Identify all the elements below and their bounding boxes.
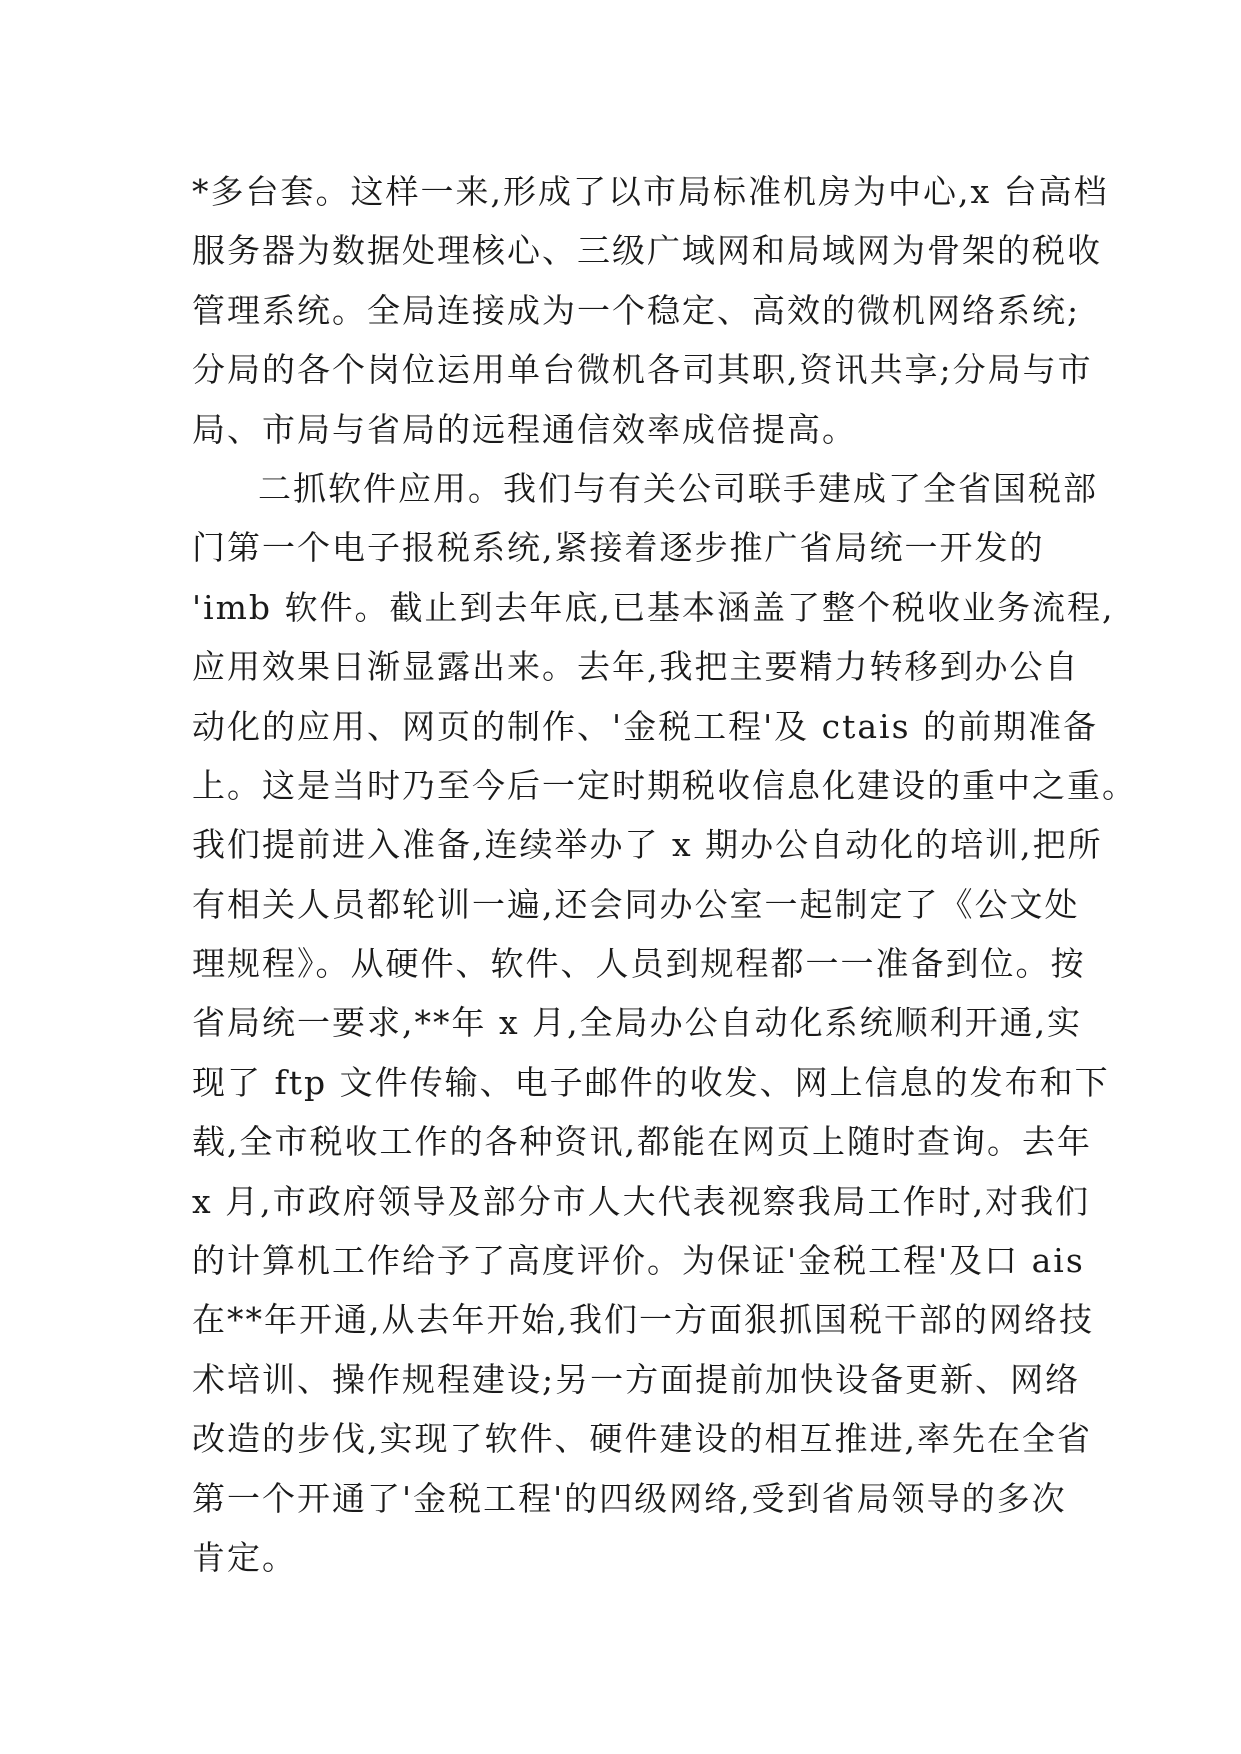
text-line: 有相关人员都轮训一遍,还会同办公室一起制定了《公文处	[192, 884, 1080, 924]
text-line: 改造的步伐,实现了软件、硬件建设的相互推进,率先在全省	[192, 1419, 1092, 1459]
text-line: 门第一个电子报税系统,紧接着逐步推广省局统一开发的	[192, 528, 1045, 568]
text-line: 现了 ftp 文件传输、电子邮件的收发、网上信息的发布和下	[192, 1062, 1110, 1102]
text-line: 'imb 软件。截止到去年底,已基本涵盖了整个税收业务流程,	[192, 587, 1115, 627]
text-line: 省局统一要求,**年 x 月,全局办公自动化系统顺利开通,实	[192, 1003, 1083, 1043]
text-line: 管理系统。全局连接成为一个稳定、高效的微机网络系统;	[192, 290, 1081, 330]
paragraph-2	[192, 459, 1137, 1587]
document-body	[192, 162, 1137, 1587]
text-line: 的计算机工作给予了高度评价。为保证'金税工程'及口 ais	[192, 1241, 1085, 1281]
text-line: 上。这是当时乃至今后一定时期税收信息化建设的重中之重。	[192, 765, 1137, 805]
text-line: 载,全市税收工作的各种资讯,都能在网页上随时查询。去年	[192, 1122, 1092, 1162]
text-line: 应用效果日渐显露出来。去年,我把主要精力转移到办公自	[192, 647, 1080, 687]
text-line: 我们提前进入准备,连续举办了 x 期办公自动化的培训,把所	[192, 825, 1103, 865]
text-line: 理规程》。从硬件、软件、人员到规程都一一准备到位。按	[192, 944, 1086, 984]
text-line: x 月,市政府领导及部分市人大代表视察我局工作时,对我们	[192, 1181, 1091, 1221]
text-line: 第一个开通了'金税工程'的四级网络,受到省局领导的多次	[192, 1478, 1067, 1518]
text-line: 肯定。	[192, 1537, 297, 1577]
text-line: 分局的各个岗位运用单台微机各司其职,资讯共享;分局与市	[192, 350, 1093, 390]
text-line: 在**年开通,从去年开始,我们一方面狠抓国税干部的网络技	[192, 1300, 1094, 1340]
paragraph-1	[192, 162, 1109, 459]
text-line-first: 二抓软件应用。我们与有关公司联手建成了全省国税部	[258, 468, 1098, 508]
text-line: *多台套。这样一来,形成了以市局标准机房为中心,x 台高档	[192, 172, 1109, 211]
text-line: 动化的应用、网页的制作、'金税工程'及 ctais 的前期准备	[192, 706, 1099, 746]
text-line: 服务器为数据处理核心、三级广域网和局域网为骨架的税收	[192, 231, 1102, 271]
text-line: 局、市局与省局的远程通信效率成倍提高。	[192, 409, 857, 449]
text-line: 术培训、操作规程建设;另一方面提前加快设备更新、网络	[192, 1359, 1081, 1399]
